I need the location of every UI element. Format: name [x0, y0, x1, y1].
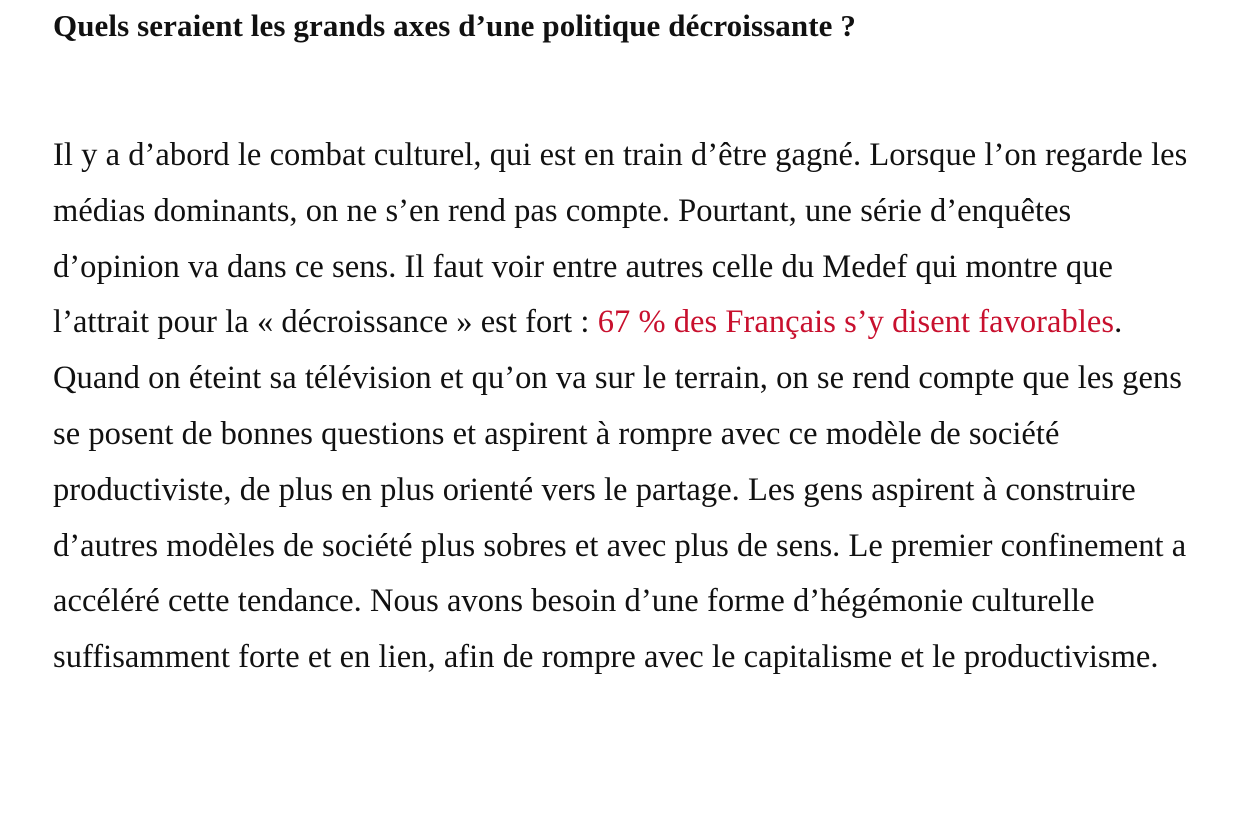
interview-answer: [53, 128, 1203, 686]
interview-question: Quels seraient les grands axes d’une politique décroissante ?: [53, 8, 856, 43]
answer-text-after-link: . Quand on éteint sa télévision et qu’on va sur le terrain, on se rend compte que les gens se posent de bonnes questions et aspirent à rompre avec ce modèle de société productiviste, de plus en plus orienté vers le partage. Les gens aspirent à construire d’autres modèles de société plus sobres et avec plus de sens. Le premier confinement a accéléré cette tendance. Nous avons besoin d’une forme d’hégémonie culturelle suffisamment forte et en lien, afin de rompre avec le capitalisme et le productivisme.: [53, 304, 1187, 676]
poll-result-link[interactable]: 67 % des Français s’y disent favorables: [597, 304, 1115, 341]
article-body: [53, 0, 1203, 686]
answer-text-before-link: Il y a d’abord le combat culturel, qui est en train d’être gagné. Lorsque l’on regarde les médias dominants, on ne s’en rend pas compte. Pourtant, une série d’enquêtes d’opinion va dans ce sens. Il faut voir entre autres celle du Medef qui montre que l’attrait pour la « décroissance » est fort :: [53, 137, 1188, 341]
